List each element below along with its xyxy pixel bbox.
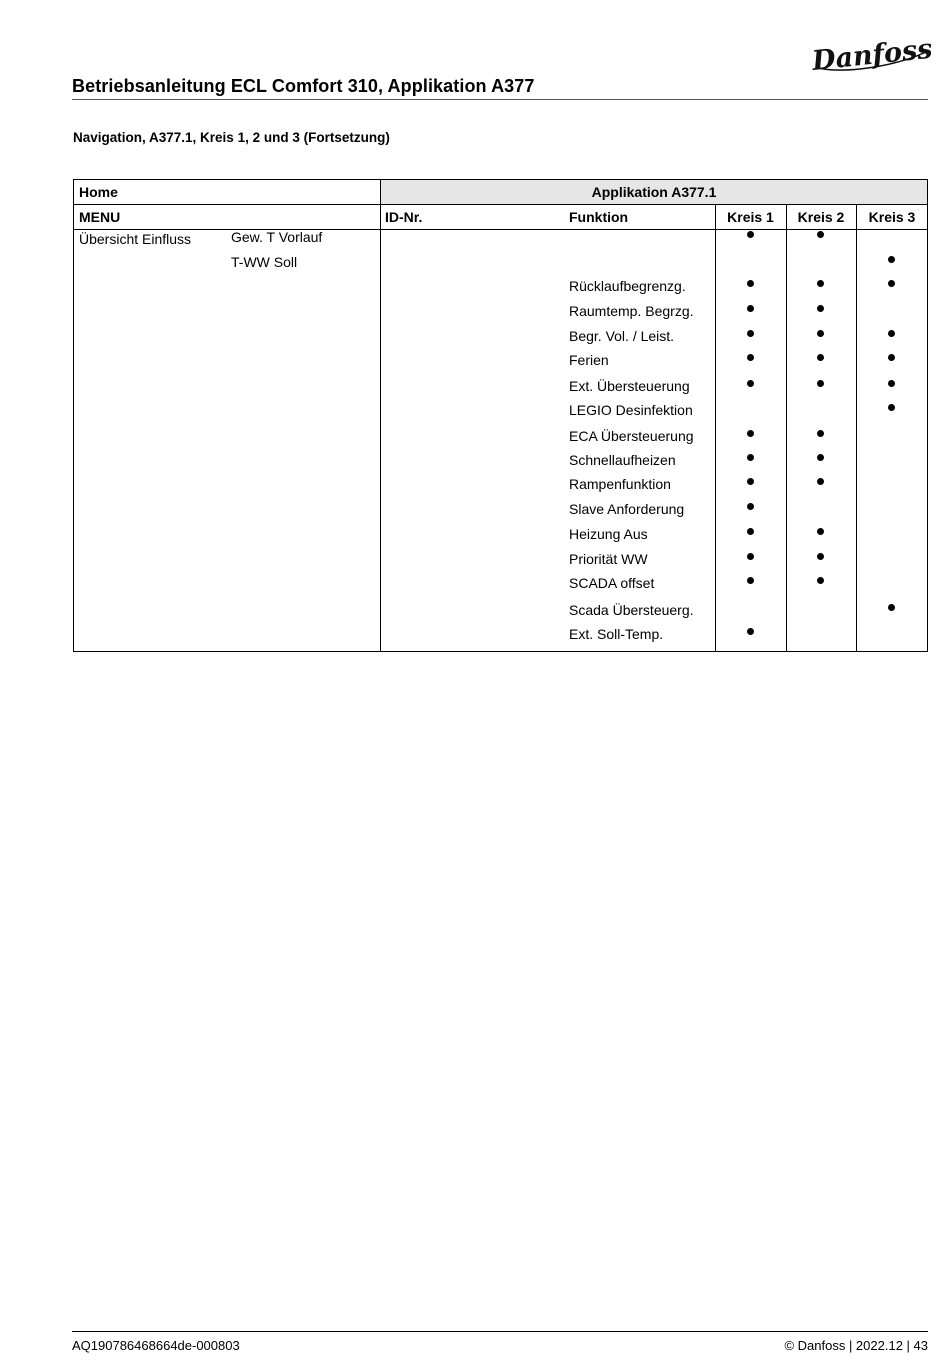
kreis-2-mark — [817, 528, 824, 535]
funktion-cell: SCADA offset — [569, 575, 655, 591]
row-divider — [74, 229, 927, 230]
column-divider — [715, 204, 716, 651]
funktion-cell: Heizung Aus — [569, 526, 648, 542]
kreis-2-mark — [817, 577, 824, 584]
kreis-1-mark — [747, 628, 754, 635]
kreis-1-mark — [747, 430, 754, 437]
kreis-1-mark — [747, 577, 754, 584]
footer-divider — [72, 1331, 928, 1332]
kreis-1-mark — [747, 503, 754, 510]
kreis-1-header: Kreis 1 — [727, 209, 774, 225]
kreis-1-mark — [747, 380, 754, 387]
funktion-cell: Ext. Soll-Temp. — [569, 626, 664, 642]
kreis-2-mark — [817, 478, 824, 485]
funktion-cell: LEGIO Desinfektion — [569, 402, 693, 418]
kreis-2-mark — [817, 454, 824, 461]
kreis-1-mark — [747, 354, 754, 361]
menu-item-uebersicht-einfluss: Übersicht Einfluss — [79, 231, 192, 247]
section-title: Navigation, A377.1, Kreis 1, 2 und 3 (Fortsetzung) — [73, 130, 390, 145]
funktion-cell: ECA Übersteuerung — [569, 428, 694, 444]
kreis-3-header: Kreis 3 — [868, 209, 916, 225]
id-nr-header: ID-Nr. — [385, 209, 423, 225]
submenu-item: T-WW Soll — [231, 254, 298, 270]
kreis-2-mark — [817, 553, 824, 560]
funktion-cell: Rampenfunktion — [569, 476, 671, 492]
funktion-cell: Begr. Vol. / Leist. — [569, 328, 675, 344]
kreis-3-mark — [888, 380, 895, 387]
kreis-2-mark — [817, 430, 824, 437]
navigation-table — [73, 179, 928, 652]
menu-label: MENU — [79, 209, 121, 225]
kreis-3-mark — [888, 330, 895, 337]
funktion-cell: Slave Anforderung — [569, 501, 685, 517]
kreis-2-mark — [817, 231, 824, 238]
kreis-3-mark — [888, 280, 895, 287]
funktion-cell: Ferien — [569, 352, 609, 368]
kreis-1-mark — [747, 231, 754, 238]
kreis-2-mark — [817, 305, 824, 312]
kreis-1-mark — [747, 478, 754, 485]
kreis-2-header: Kreis 2 — [797, 209, 845, 225]
kreis-2-mark — [817, 280, 824, 287]
kreis-3-mark — [888, 256, 895, 263]
header-divider — [72, 99, 928, 100]
column-divider — [380, 180, 381, 651]
submenu-item: Gew. T Vorlauf — [231, 229, 323, 245]
funktion-cell: Schnellaufheizen — [569, 452, 676, 468]
funktion-header: Funktion — [569, 209, 629, 225]
kreis-1-mark — [747, 454, 754, 461]
row-divider — [74, 204, 380, 205]
column-divider — [786, 204, 787, 651]
funktion-cell: Ext. Übersteuerung — [569, 378, 690, 394]
kreis-1-mark — [747, 330, 754, 337]
funktion-cell: Raumtemp. Begrzg. — [569, 303, 694, 319]
kreis-2-mark — [817, 330, 824, 337]
funktion-cell: Priorität WW — [569, 551, 648, 567]
kreis-1-mark — [747, 553, 754, 560]
danfoss-logo — [806, 22, 934, 84]
funktion-cell: Scada Übersteuerg. — [569, 602, 694, 618]
column-divider — [856, 204, 857, 651]
document-id: AQ190786468664de-000803 — [72, 1338, 240, 1353]
kreis-3-mark — [888, 404, 895, 411]
kreis-2-mark — [817, 380, 824, 387]
kreis-1-mark — [747, 305, 754, 312]
kreis-1-mark — [747, 528, 754, 535]
document-title: Betriebsanleitung ECL Comfort 310, Applikation A377 — [72, 76, 535, 96]
funktion-cell: Rücklaufbegrenzg. — [569, 278, 686, 294]
svg-text:Danfoss: Danfoss — [810, 33, 934, 77]
home-label: Home — [79, 184, 118, 200]
copyright-page-info: © Danfoss | 2022.12 | 43 — [784, 1338, 928, 1353]
kreis-2-mark — [817, 354, 824, 361]
application-label: Applikation A377.1 — [591, 184, 717, 200]
kreis-3-mark — [888, 354, 895, 361]
kreis-3-mark — [888, 604, 895, 611]
kreis-1-mark — [747, 280, 754, 287]
